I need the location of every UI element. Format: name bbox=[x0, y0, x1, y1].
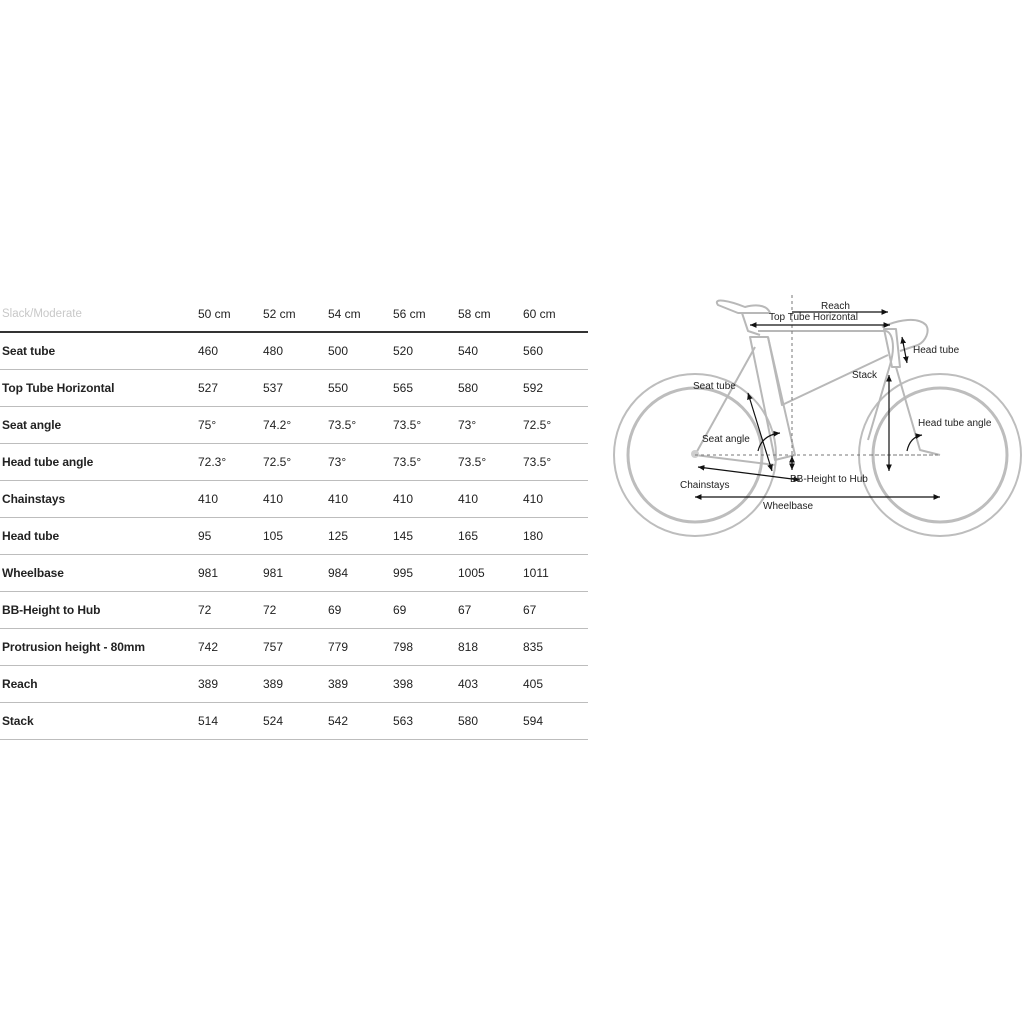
label-seat-angle: Seat angle bbox=[702, 434, 750, 445]
table-cell: 550 bbox=[328, 370, 393, 407]
table-row bbox=[0, 481, 588, 518]
table-cell: 165 bbox=[458, 518, 523, 555]
label-seat-tube: Seat tube bbox=[693, 381, 736, 392]
table-cell: 125 bbox=[328, 518, 393, 555]
chainstays-arrow bbox=[698, 467, 800, 480]
table-cell: 527 bbox=[198, 370, 263, 407]
table-cell: 524 bbox=[263, 703, 328, 740]
table-cell: 398 bbox=[393, 666, 458, 703]
rear-hub bbox=[691, 450, 699, 458]
label-chainstays: Chainstays bbox=[680, 480, 730, 491]
table-cell: 542 bbox=[328, 703, 393, 740]
table-cell: 560 bbox=[523, 332, 588, 370]
table-cell: 514 bbox=[198, 703, 263, 740]
table-row bbox=[0, 407, 588, 444]
table-cell: 72 bbox=[198, 592, 263, 629]
label-reach: Reach bbox=[821, 301, 850, 312]
table-cell: 410 bbox=[523, 481, 588, 518]
table-cell: 73.5° bbox=[458, 444, 523, 481]
table-cell: 180 bbox=[523, 518, 588, 555]
table-cell: 537 bbox=[263, 370, 328, 407]
row-label: Reach bbox=[0, 666, 198, 703]
geometry-table-header bbox=[0, 296, 588, 332]
saddle bbox=[717, 301, 770, 313]
label-top-tube-horizontal: Top Tube Horizontal bbox=[769, 312, 858, 323]
table-cell: 818 bbox=[458, 629, 523, 666]
row-label: Stack bbox=[0, 703, 198, 740]
table-cell: 410 bbox=[458, 481, 523, 518]
table-cell: 74.2° bbox=[263, 407, 328, 444]
table-cell: 73° bbox=[328, 444, 393, 481]
table-row bbox=[0, 555, 588, 592]
table-cell: 480 bbox=[263, 332, 328, 370]
table-cell: 540 bbox=[458, 332, 523, 370]
table-cell: 798 bbox=[393, 629, 458, 666]
table-cell: 410 bbox=[328, 481, 393, 518]
row-label: Top Tube Horizontal bbox=[0, 370, 198, 407]
table-cell: 67 bbox=[458, 592, 523, 629]
table-row bbox=[0, 629, 588, 666]
table-cell: 145 bbox=[393, 518, 458, 555]
table-cell: 389 bbox=[263, 666, 328, 703]
table-cell: 405 bbox=[523, 666, 588, 703]
label-bb-height-to-hub: BB-Height to Hub bbox=[790, 474, 868, 485]
row-label: Seat angle bbox=[0, 407, 198, 444]
table-cell: 105 bbox=[263, 518, 328, 555]
table-row bbox=[0, 332, 588, 370]
header-row bbox=[0, 296, 588, 332]
table-cell: 995 bbox=[393, 555, 458, 592]
table-cell: 73.5° bbox=[393, 407, 458, 444]
size-header: 50 cm bbox=[198, 296, 263, 332]
row-label: Seat tube bbox=[0, 332, 198, 370]
row-label: Chainstays bbox=[0, 481, 198, 518]
table-cell: 410 bbox=[393, 481, 458, 518]
table-cell: 73° bbox=[458, 407, 523, 444]
table-cell: 403 bbox=[458, 666, 523, 703]
size-header: 60 cm bbox=[523, 296, 588, 332]
table-cell: 580 bbox=[458, 703, 523, 740]
table-cell: 69 bbox=[328, 592, 393, 629]
table-cell: 520 bbox=[393, 332, 458, 370]
table-cell: 73.5° bbox=[393, 444, 458, 481]
table-cell: 67 bbox=[523, 592, 588, 629]
table-cell: 563 bbox=[393, 703, 458, 740]
table-cell: 592 bbox=[523, 370, 588, 407]
table-row bbox=[0, 703, 588, 740]
table-cell: 69 bbox=[393, 592, 458, 629]
table-cell: 410 bbox=[198, 481, 263, 518]
table-cell: 389 bbox=[198, 666, 263, 703]
table-cell: 500 bbox=[328, 332, 393, 370]
table-cell: 72 bbox=[263, 592, 328, 629]
table-row bbox=[0, 666, 588, 703]
measurement-arrows bbox=[695, 312, 940, 497]
size-header: 56 cm bbox=[393, 296, 458, 332]
label-head-tube: Head tube bbox=[913, 345, 960, 356]
row-label: Head tube bbox=[0, 518, 198, 555]
row-label: Protrusion height - 80mm bbox=[0, 629, 198, 666]
table-cell: 72.3° bbox=[198, 444, 263, 481]
table-cell: 565 bbox=[393, 370, 458, 407]
table-cell: 981 bbox=[198, 555, 263, 592]
table-cell: 981 bbox=[263, 555, 328, 592]
table-cell: 757 bbox=[263, 629, 328, 666]
table-cell: 1011 bbox=[523, 555, 588, 592]
table-cell: 580 bbox=[458, 370, 523, 407]
table-cell: 75° bbox=[198, 407, 263, 444]
row-label: BB-Height to Hub bbox=[0, 592, 198, 629]
table-cell: 73.5° bbox=[328, 407, 393, 444]
table-row bbox=[0, 370, 588, 407]
table-cell: 594 bbox=[523, 703, 588, 740]
table-cell: 1005 bbox=[458, 555, 523, 592]
label-head-tube-angle: Head tube angle bbox=[918, 418, 992, 429]
table-cell: 389 bbox=[328, 666, 393, 703]
row-label: Wheelbase bbox=[0, 555, 198, 592]
table-cell: 835 bbox=[523, 629, 588, 666]
table-cell: 410 bbox=[263, 481, 328, 518]
table-cell: 460 bbox=[198, 332, 263, 370]
seatpost bbox=[742, 313, 760, 335]
table-row bbox=[0, 592, 588, 629]
table-cell: 984 bbox=[328, 555, 393, 592]
label-stack: Stack bbox=[852, 370, 878, 381]
row-label: Head tube angle bbox=[0, 444, 198, 481]
table-row bbox=[0, 444, 588, 481]
bike-geometry-diagram bbox=[600, 285, 1024, 545]
table-cell: 72.5° bbox=[523, 407, 588, 444]
label-wheelbase: Wheelbase bbox=[763, 501, 814, 512]
table-cell: 779 bbox=[328, 629, 393, 666]
table-cell: 95 bbox=[198, 518, 263, 555]
table-cell: 742 bbox=[198, 629, 263, 666]
size-header: 54 cm bbox=[328, 296, 393, 332]
table-row bbox=[0, 518, 588, 555]
geometry-table bbox=[0, 296, 588, 740]
size-header: 52 cm bbox=[263, 296, 328, 332]
size-header: 58 cm bbox=[458, 296, 523, 332]
table-corner-label: Slack/Moderate bbox=[0, 296, 198, 332]
table-cell: 73.5° bbox=[523, 444, 588, 481]
geometry-table-body bbox=[0, 332, 588, 740]
fork bbox=[896, 367, 940, 455]
table-cell: 72.5° bbox=[263, 444, 328, 481]
